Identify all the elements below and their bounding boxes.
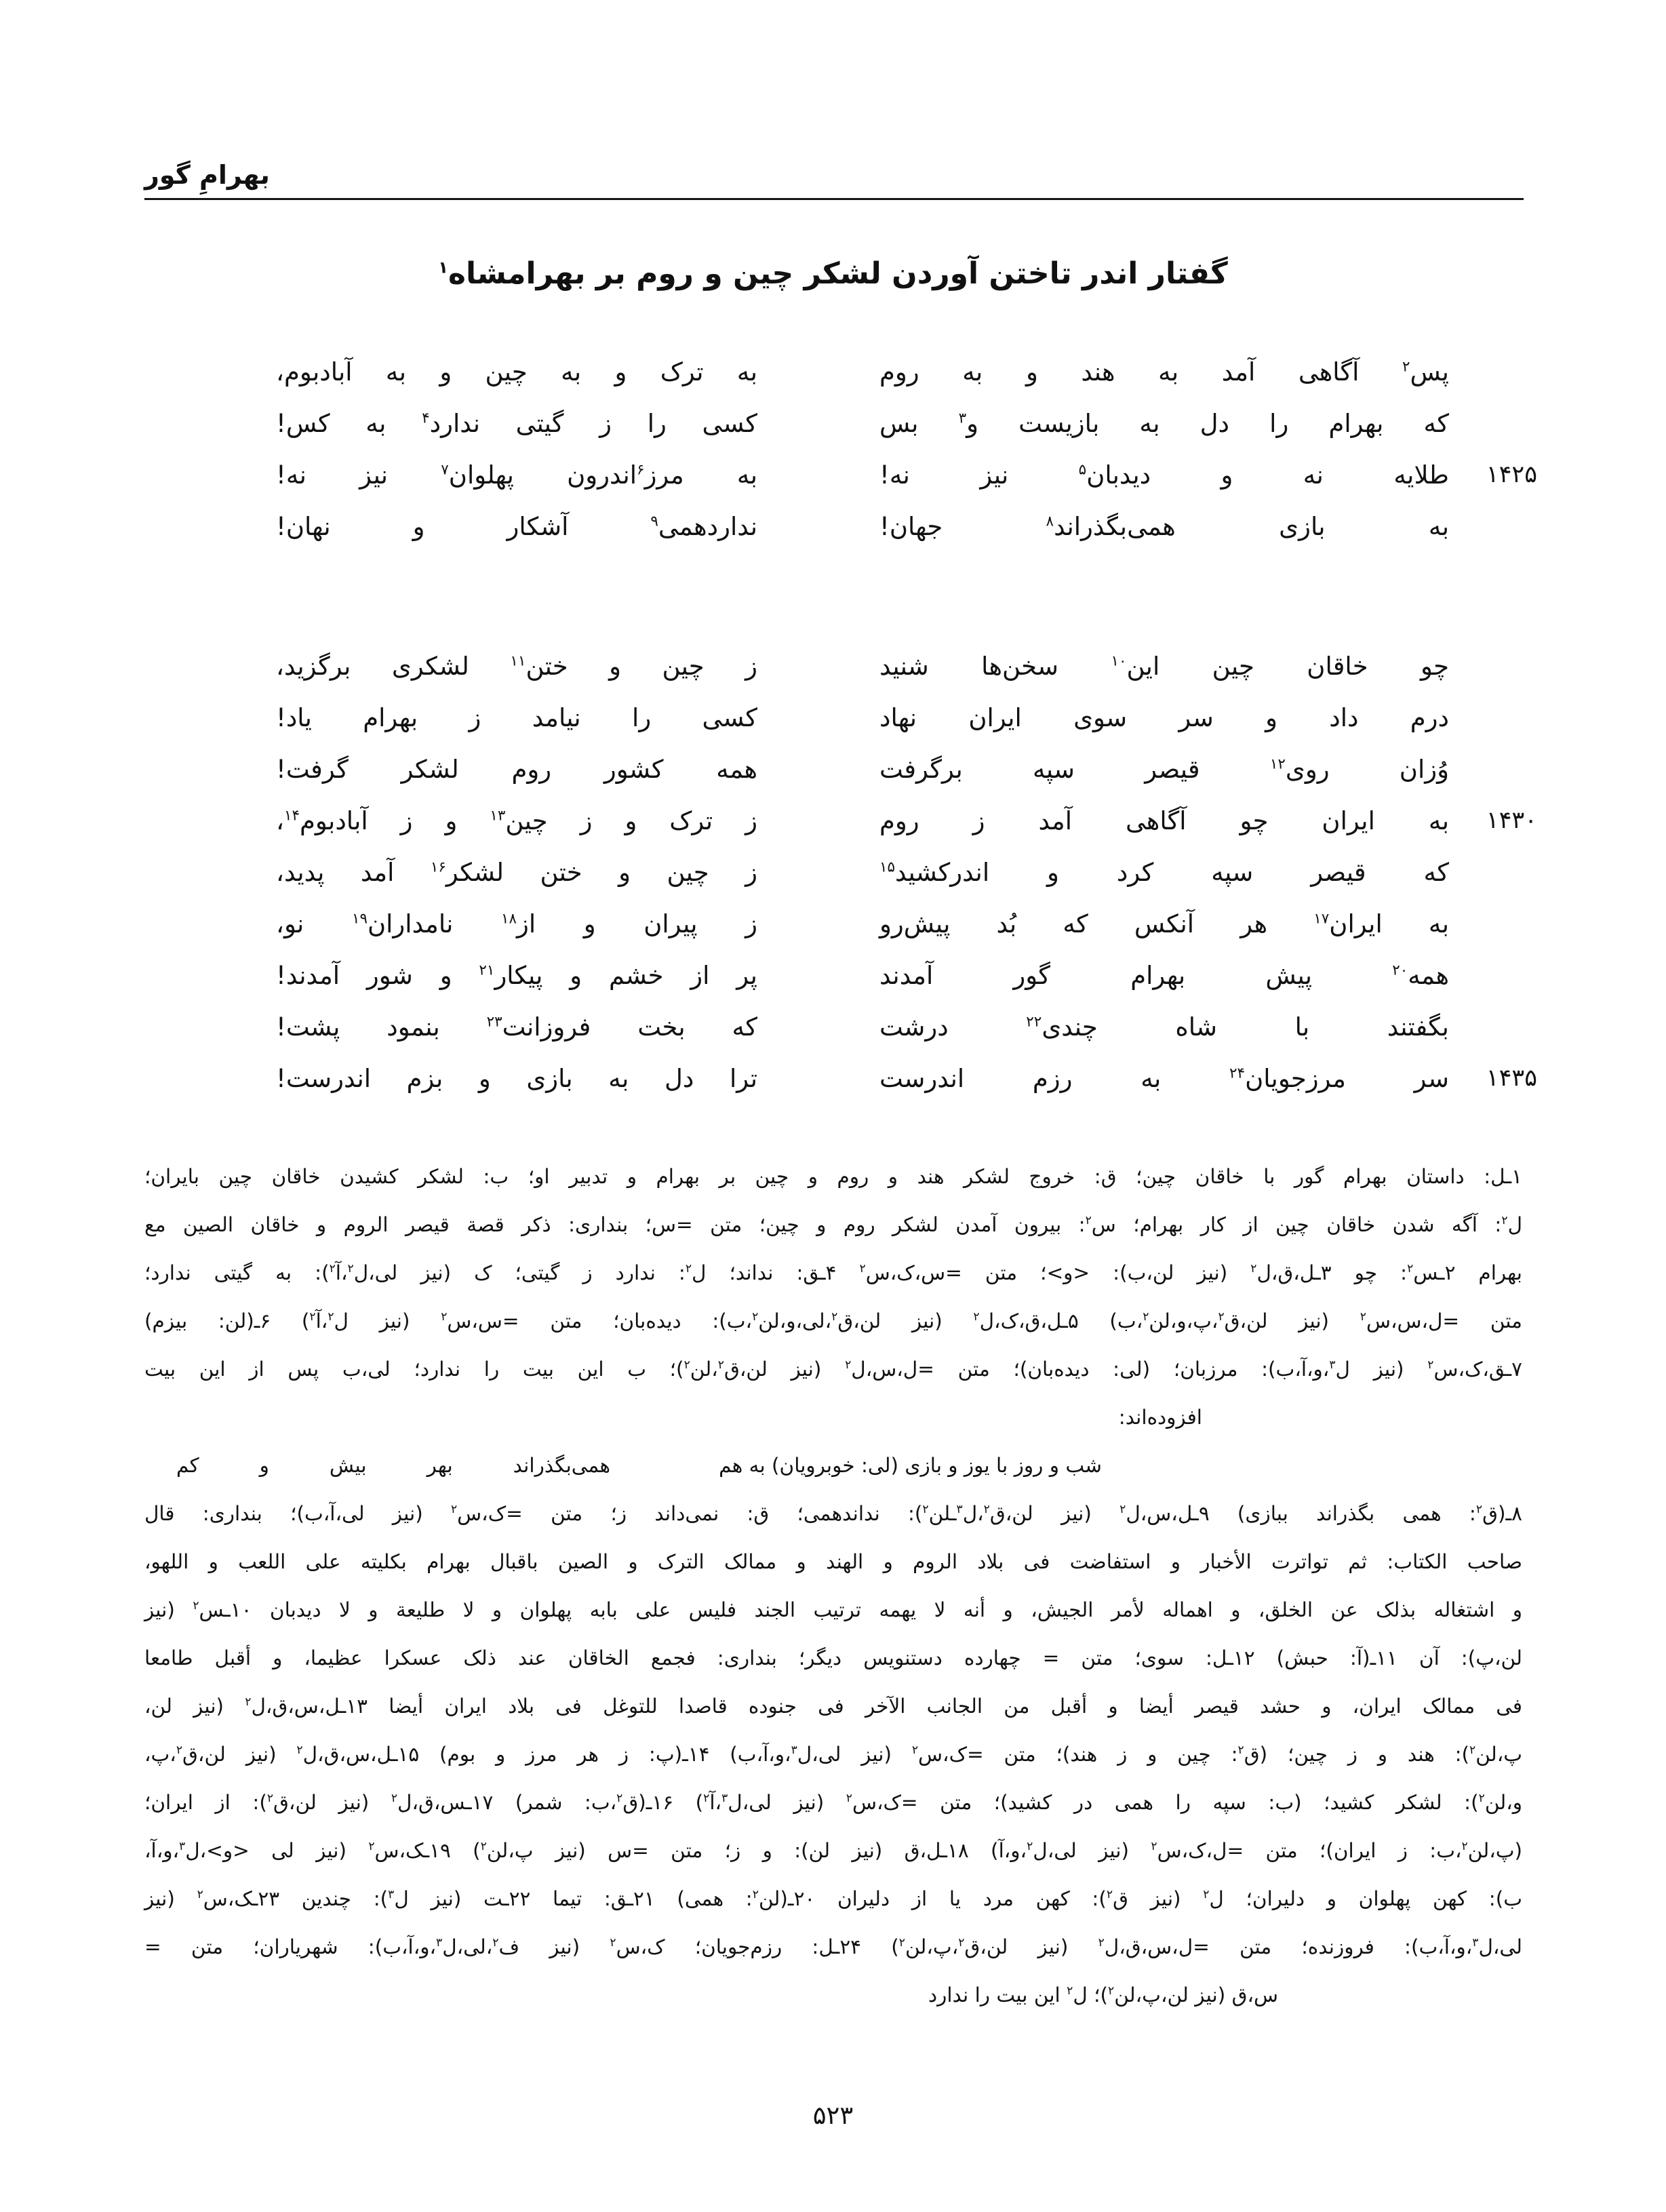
footnote-ref: ۲ <box>911 1743 919 1758</box>
footnote-ref: ۳ <box>1472 1936 1479 1950</box>
hemistich-first: همه$^{۲۰}$ پیش بهرام گور آمدند <box>879 960 1449 990</box>
couplet <box>188 743 1537 795</box>
footnote-line: و اشتغاله بذلک عن الخلق، و اهماله لأمر الجیش، و أنه لا یهمه ترتیب الجند فلیس علی بابه پهلوان و لا طلیعة و لا دیدبان ۱۰ـس$^۲$ (نیز <box>144 1598 1522 1621</box>
hemistich-first: به ایران چو آگاهی آمد ز روم <box>879 806 1449 835</box>
footnote-ref: ۲ <box>480 1840 487 1854</box>
page-number: ۵۲۳ <box>812 2101 854 2130</box>
footnote-ref: ۲ <box>898 1936 905 1950</box>
couplet <box>188 500 1537 552</box>
footnote-ref: ۳ <box>721 1792 728 1806</box>
footnote-ref: ۲ <box>958 1936 965 1950</box>
footnote-ref: ۴ <box>422 410 430 427</box>
couplet <box>188 846 1537 898</box>
hemistich-second: همه کشور روم لشکر گرفت! <box>276 754 757 784</box>
footnote-line: بهرام ۲ـس$^۲$: چو ۳ـل،ق،ل$^۲$ (نیز لن،ب): <و>؛ متن =س،ک،س$^۲$ ۴ـق: نداند؛ ل$^۲$: ندارد ز گیتی؛ ک (نیز لی،ل$^۲$،آ$^۲$): به گیتی ندارد؛ <box>144 1261 1522 1284</box>
footnote-ref: ۲ <box>1402 358 1410 376</box>
couplet <box>188 397 1537 449</box>
footnote-ref: ۲ <box>1143 1310 1149 1324</box>
footnote-line: س،ق (نیز لن،پ،لن$^۲$)؛ ل$^۲$ این بیت را ندارد <box>928 1983 1278 2007</box>
footnote-ref: ۱۰ <box>1111 652 1127 670</box>
couplet <box>188 898 1537 949</box>
footnote-ref: ۱۹ <box>351 910 368 928</box>
poem <box>188 346 1537 1192</box>
hemistich-second: ز چین و ختن لشکر$^{۱۶}$ آمد پدید، <box>276 857 757 887</box>
footnote-ref: ۲ <box>1119 1503 1126 1517</box>
footnote-ref: ۲ <box>492 1936 499 1950</box>
hemistich-second: به ترک و به چین و به آبادبوم، <box>276 357 757 387</box>
footnote-line: و،لن$^۲$): لشکر کشید؛ (ب: سپه را همی در کشید)؛ متن =ک،س$^۲$ (نیز لی،ل$^۳$،آ$^۲$) ۱۶ـ(ق$^۲$،ب: شمر) ۱۷ـس،ق،ل$^۲$ (نیز لن،ق$^۲$): از ایران؛ <box>144 1791 1523 1814</box>
footnote-ref: ۲ <box>1237 1743 1244 1758</box>
footnote-line: ۸ـ(ق$^۲$: همی بگذراند ببازی) ۹ـل،س،ل$^۲$ (نیز لن،ق$^۲$،ل$^۳$ـلن$^۲$): نداندهمی؛ ق: نمی‌داند ز؛ متن =ک،س$^۲$ (نیز لی،آ،ب)؛ بنداری: قال <box>144 1502 1522 1525</box>
footnote-ref: ۲ <box>1461 1840 1468 1854</box>
footnote-ref: ۳ <box>179 1840 186 1854</box>
footnote-ref: ۲ <box>983 1503 990 1517</box>
footnote-line: لی،ل$^۳$،و،آ،ب): فروزنده؛ متن =ل،س،ق،ل$^۲$ (نیز لن،ق$^۲$،پ،لن$^۲$) ۲۴ـل: رزم‌جویان؛ ک،س$^۲$ (نیز ف$^۲$،لی،ل$^۳$،و،آ،ب): شهریاران؛ متن = <box>144 1935 1522 1958</box>
footnote-ref: ۲ <box>347 1262 354 1276</box>
footnote-ref: ۲ <box>845 1358 852 1372</box>
couplet <box>188 449 1537 500</box>
footnote-ref: ۲ <box>1475 1503 1483 1517</box>
footnote-ref: ۲ <box>450 1503 458 1517</box>
footnote-ref: ۲ <box>683 1358 690 1372</box>
couplet <box>188 640 1537 692</box>
couplet <box>188 795 1537 846</box>
footnote-ref: ۱۲ <box>1269 755 1286 773</box>
verse-number: ۱۴۲۵ <box>1486 461 1537 488</box>
hemistich-first: پس$^۲$ آگاهی آمد به هند و به روم <box>879 357 1449 387</box>
footnote-ref: ۲ <box>1427 1358 1434 1372</box>
footnote-ref: ۲ <box>1218 1310 1225 1324</box>
hemistich-first: چو خاقان چین این$^{۱۰}$ سخن‌ها شنید <box>879 651 1449 681</box>
footnote-line: ل$^۲$: آگه شدن خاقان چین از کار بهرام؛ س$^۲$: بیرون آمدن لشکر روم و چین؛ متن =س؛ بنداری: ذکر قصة قیصر الروم و خاقان الصین مع <box>144 1213 1522 1236</box>
footnote-ref: ۲ <box>859 1262 866 1276</box>
hemistich-second: ترا دل به بازی و بزم اندرست! <box>276 1063 757 1093</box>
footnote-ref: ۲۲ <box>1026 1013 1042 1031</box>
footnote-line: متن =ل،س،س$^۲$ (نیز لن،ق$^۲$،پ،و،لن$^۲$،ب) ۵ـل،ق،ک،ل$^۲$ (نیز لن،ق$^۲$،لی،و،لن$^۲$،ب): دیده‌بان؛ متن =س،س$^۲$ (نیز ل$^۲$،آ$^۲$) ۶ـ(لن: بیزم) <box>144 1309 1522 1332</box>
footnote-ref: ۲ <box>1108 1984 1115 1998</box>
hemistich-second: پر از خشم و پیکار$^{۲۱}$ و شور آمدند! <box>276 960 757 990</box>
footnote-line: فی ممالک ایران، و حشد قیصر أیضا و أقبل من الجانب الآخر فی جنوده قاصدا للتوغل فی بلاد ایران أیضا ۱۳ـل،س،ق،ل$^۲$ (نیز لن، <box>144 1695 1522 1718</box>
footnote-ref: ۲ <box>1203 1888 1210 1902</box>
footnote-ref: ۲ <box>441 1310 448 1324</box>
footnote-ref: ۱۶ <box>430 858 446 876</box>
footnote-ref: ۲ <box>266 1792 274 1806</box>
footnote-ref: ۲ <box>391 1792 398 1806</box>
footnote-ref: ۳ <box>958 410 967 427</box>
hemistich-second: ز ترک و ز چین$^{۱۳}$ و ز آبادبوم$^{۱۴}$، <box>276 806 757 835</box>
footnote-ref: ۵ <box>1078 461 1087 479</box>
footnote-ref: ۲ <box>197 1888 203 1902</box>
poem-group <box>188 640 1537 1104</box>
couplet <box>188 692 1537 743</box>
hemistich-first: به بازی همی‌بگذراند$^۸$ جهان! <box>879 511 1449 541</box>
footnote-ref: ۲۰ <box>1392 962 1408 979</box>
hemistich-second: نداردهمی$^۹$ آشکار و نهان! <box>276 511 757 541</box>
footnote-ref: ۲ <box>703 1792 710 1806</box>
footnotes <box>144 1153 1522 2019</box>
section-title <box>0 256 1666 291</box>
header-rule <box>144 198 1524 200</box>
couplet <box>188 1001 1537 1052</box>
footnote-ref: ۲ <box>831 1310 838 1324</box>
hemistich-second: کسی را نیامد ز بهرام یاد! <box>276 703 757 732</box>
footnote-line: پ،لن$^۲$): هند و ز چین؛ (ق$^۲$: چین و ز هند)؛ متن =ک،س$^۲$ (نیز لی،ل$^۳$،و،آ،ب) ۱۴ـ(پ: ز هر مرز و بوم) ۱۵ـل،س،ق،ل$^۲$ (نیز لن،ق$^۲$،پ، <box>144 1743 1522 1766</box>
footnote-line: ۷ـق،ک،س$^۲$ (نیز ل$^۳$،و،آ،ب): مرزبان؛ (لی: دیده‌بان)؛ متن =ل،س،ل$^۲$ (نیز لن،ق$^۲$،لن$^۲$)؛ ب این بیت را ندارد؛ لی،ب پس از این بیت <box>144 1358 1523 1381</box>
footnote-line: افزوده‌اند: <box>1118 1406 1202 1429</box>
inserted-verse-second: همی‌بگذراند بهر بیش و کم <box>176 1454 610 1477</box>
footnote-ref: ۲ <box>752 1310 759 1324</box>
footnote-ref: ۲ <box>616 1792 623 1806</box>
hemistich-first: که قیصر سپه کرد و اندرکشید$^{۱۵}$ <box>879 857 1449 887</box>
footnote-ref: ۲ <box>685 1262 692 1276</box>
footnote-ref: ۲ <box>1478 1792 1485 1806</box>
footnote-ref: ۲ <box>973 1310 980 1324</box>
hemistich-first: به ایران$^{۱۷}$ هر آنکس که بُد پیش‌رو <box>879 909 1449 939</box>
footnote-line: ۱ـل: داستان بهرام گور با خاقان چین؛ ق: خروج لشکر هند و روم و چین بر بهرام و تدبیر او؛ ب: لشکر کشیدن خاقان چین بایران؛ <box>144 1165 1522 1188</box>
verse-number: ۱۴۳۰ <box>1486 807 1537 834</box>
footnote-ref: ۲ <box>328 1310 334 1324</box>
footnote-ref: ۲ <box>922 1503 929 1517</box>
footnote-ref: ۲۴ <box>1229 1065 1246 1082</box>
footnote-ref: ۱۴ <box>283 807 300 825</box>
footnote-ref: ۳ <box>791 1743 797 1758</box>
footnote-ref: ۱۳ <box>490 807 506 825</box>
hemistich-second: ز چین و ختن$^{۱۱}$ لشکری برگزید، <box>276 651 757 681</box>
footnote-ref: ۲۱ <box>479 962 495 979</box>
hemistich-first: درم داد و سر سوی ایران نهاد <box>879 703 1449 732</box>
footnote-ref: ۸ <box>1046 513 1054 530</box>
footnote-ref: ۲ <box>1085 1214 1092 1228</box>
footnote-ref: ۲ <box>1098 1936 1105 1950</box>
footnote-ref: ۲ <box>752 1888 759 1902</box>
hemistich-second: به مرز$^۶$اندرون پهلوان$^۷$ نیز نه! <box>276 460 757 490</box>
footnote-ref: ۲ <box>1067 1984 1073 1998</box>
footnote-ref: ۱۷ <box>1313 910 1330 928</box>
poem-group <box>188 346 1537 552</box>
footnote-ref: ۲ <box>296 1743 303 1758</box>
hemistich-second: که بخت فروزانت$^{۲۳}$ بنمود پشت! <box>276 1012 757 1042</box>
footnote-ref: ۱۵ <box>879 858 896 876</box>
couplet <box>188 949 1537 1001</box>
footnote-ref: ۳ <box>436 1936 443 1950</box>
footnote-ref: ۲ <box>1501 1214 1508 1228</box>
running-head: بهرامِ گور <box>144 160 270 190</box>
footnote-ref: ۳ <box>388 1888 395 1902</box>
hemistich-second: کسی را ز گیتی ندارد$^۴$ به کس! <box>276 408 757 438</box>
footnote-ref: ۹ <box>650 513 658 530</box>
hemistich-first: طلایه نه و دیدبان$^۵$ نیز نه! <box>879 460 1449 490</box>
footnote-ref: ۲ <box>245 1695 252 1710</box>
footnote-ref: ۶ <box>637 461 645 479</box>
footnote-line: لن،پ): آن ۱۱ـ(آ: حبش) ۱۲ـل: سوی؛ متن = چهارده دستنویس دیگر؛ بنداری: فجمع الخاقان عند ذلک عسکرا عظیما، و أقبل طامعا <box>144 1646 1522 1670</box>
section-title-text: گفتار اندر تاختن آوردن لشکر چین و روم بر بهرامشاه <box>448 256 1228 291</box>
couplet <box>188 1052 1537 1104</box>
hemistich-second: ز پیران و از$^{۱۸}$ نامداران$^{۱۹}$ نو، <box>276 909 757 939</box>
footnote-ref: ۲ <box>1151 1840 1157 1854</box>
footnote-line: (پ،لن$^۲$،ب: ز ایران)؛ متن =ل،ک،س$^۲$ (نیز لی،ل$^۲$،و،آ) ۱۸ـل،ق (نیز لن): و ز؛ متن =س (نیز پ،لن$^۲$) ۱۹ـک،س$^۲$ (نیز لی <و>،ل$^۳$،و،آ، <box>144 1839 1522 1862</box>
footnote-ref: ۲ <box>1027 1840 1033 1854</box>
footnote-ref: ۲ <box>846 1792 852 1806</box>
verse-number: ۱۴۳۵ <box>1486 1065 1537 1092</box>
hemistich-first: وُزان روی$^{۱۲}$ قیصر سپه برگرفت <box>879 754 1449 784</box>
footnote-ref: ۲ <box>1407 1262 1414 1276</box>
footnote-ref: ۲ <box>368 1840 375 1854</box>
footnote-ref: ۳ <box>1329 1358 1336 1372</box>
footnote-ref: ۱۱ <box>510 652 526 670</box>
footnote-ref: ۲ <box>176 1743 183 1758</box>
footnote-ref: ۲ <box>1250 1262 1257 1276</box>
footnote-line: ب): کهن پهلوان و دلیران؛ ل$^۲$ (نیز ق$^۲$): کهن مرد یا از دلیران ۲۰ـ(لن$^۲$: همی) ۲۱ـق: تیما ۲۲ـت (نیز ل$^۳$): چندین ۲۳ـک،س$^۲$ (نیز <box>144 1887 1522 1910</box>
footnote-ref: ۲ <box>1106 1888 1113 1902</box>
footnote-ref: ۲ <box>329 1262 336 1276</box>
footnote-ref: ۲ <box>309 1310 316 1324</box>
hemistich-first: سر مرزجویان$^{۲۴}$ به رزم اندرست <box>879 1063 1450 1093</box>
footnote-ref: ۷ <box>441 461 449 479</box>
inserted-verse-first: شب و روز با یوز و بازی (لی: خوبرویان) به هم <box>719 1454 1102 1477</box>
hemistich-first: که بهرام را دل به بازیست و$^۳$ بس <box>879 408 1450 438</box>
footnote-ref: ۲ <box>1360 1310 1366 1324</box>
footnote-inserted-verse <box>176 1442 1102 1490</box>
footnote-ref: ۱۸ <box>500 910 517 928</box>
footnote-ref: ۲ <box>717 1358 724 1372</box>
footnote-ref: ۲ <box>610 1936 616 1950</box>
footnote-ref: ۲ <box>1469 1743 1476 1758</box>
footnote-line: صاحب الکتاب: ثم تواترت الأخبار و استفاضت فی بلاد الروم و الهند و ممالک الترک و الصین باقبال بهرام بکلیته علی اللعب و اللهو، <box>144 1550 1522 1573</box>
hemistich-first: بگفتند با شاه چندی$^{۲۲}$ درشت <box>879 1012 1449 1042</box>
title-footnote-ref: ۱ <box>438 258 449 277</box>
footnote-ref: ۲۳ <box>486 1013 502 1031</box>
footnote-ref: ۳ <box>956 1503 963 1517</box>
footnote-ref: ۲ <box>193 1599 199 1613</box>
couplet <box>188 346 1537 397</box>
